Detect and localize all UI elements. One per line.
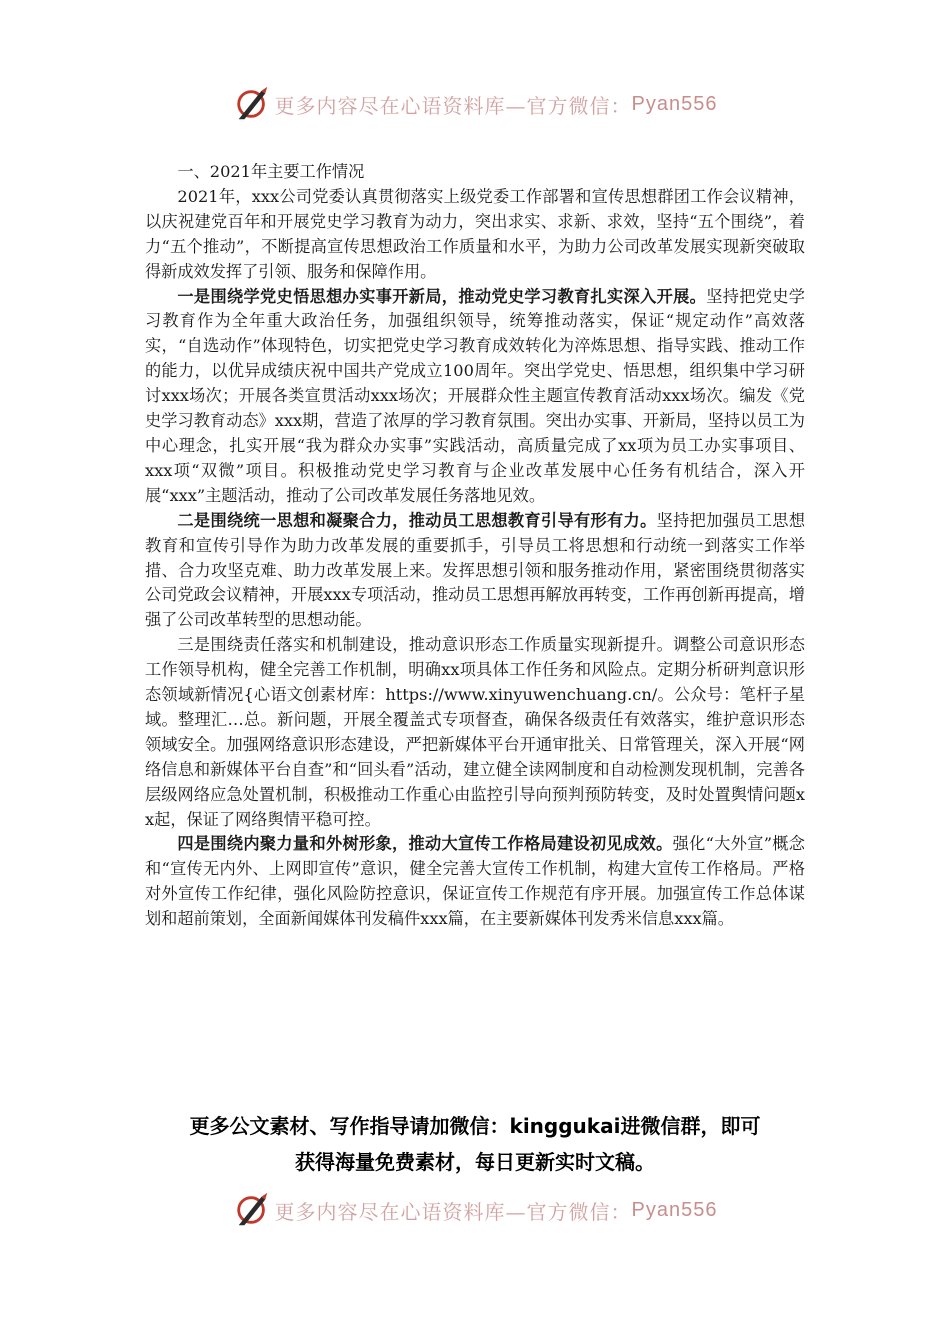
section-title: 一、2021年主要工作情况	[177, 162, 365, 181]
item-body-3: 三是围绕责任落实和机制建设，推动意识形态工作质量实现新提升。调整公司意识形态工作领导机构，健全完善工作机制，明确xx项具体工作任务和风险点。定期分析研判意识形态领域新情况{心语文创素材库：https://www.xinyuwenchuang.cn/。公众号：笔杆子星域。整理汇…总。新问题，开展全覆盖式专项督查，确保各级责任有效落实，维护意识形态领域安全。加强网络意识形态建设，严把新媒体平台开通审批关、日常管理关，深入开展“网络信息和新媒体平台自查”和“回头看”活动，建立健全读网制度和自动检测发现机制，完善各层级网络应急处置机制，积极推动工作重心由监控引导向预判预防转变，及时处置舆情问题xx起，保证了网络舆情平稳可控。	[145, 635, 805, 829]
item-paragraph-4	[145, 832, 805, 932]
item-body-2: 坚持把加强员工思想教育和宣传引导作为助力改革发展的重要抓手，引导员工将思想和行动统一到落实工作举措、合力攻坚克难、助力改革发展上来。发挥思想引领和服务推动作用，紧密围绕贯彻落实公司党政会议精神，开展xxx专项活动，推动员工思想再解放再转变，工作再创新再提高，增强了公司改革转型的思想动能。	[145, 510, 806, 630]
promo-block	[100, 1108, 850, 1180]
item-paragraph-3	[145, 633, 805, 832]
watermark-brand: Pyan556	[631, 92, 718, 115]
promo-line-1: 更多公文素材、写作指导请加微信：kinggukai进微信群，即可	[189, 1114, 761, 1138]
item-paragraph-1	[145, 285, 805, 509]
promo-line-2: 获得海量免费素材，每日更新实时文稿。	[295, 1150, 655, 1174]
footer-watermark	[0, 1188, 950, 1232]
item-paragraph-2	[145, 509, 805, 634]
item-body-4: 强化“大外宣”概念和“宣传无内外、上网即宣传”意识，健全完善大宣传工作机制，构建大宣传工作格局。严格对外宣传工作纪律，强化风险防控意识，保证宣传工作规范有序开展。加强宣传工作总体谋划和超前策划，全面新闻媒体刊发稿件xxx篇，在主要新媒体刊发秀米信息xxx篇。	[145, 834, 805, 929]
document-body	[145, 160, 805, 932]
item-body-1: 坚持把党史学习教育作为全年重大政治任务，加强组织领导，统筹推动落实，保证“规定动作”高效落实，“自选动作”体现特色，切实把党史学习教育成效转化为淬炼思想、指导实践、推动工作的能力，以优异成绩庆祝中国共产党成立100周年。突出学党史、悟思想，组织集中学习研讨xxx场次；开展各类宣贯活动xxx场次；开展群众性主题宣传教育活动xxx场次。编发《党史学习教育动态》xxx期，营造了浓厚的学习教育氛围。突出办实事、开新局，坚持以员工为中心理念，扎实开展“我为群众办实事”实践活动，高质量完成了xx项为员工办实事项目、xxx项“双微”项目。积极推动党史学习教育与企业改革发展中心任务有机结合，深入开展“xxx”主题活动，推动了公司改革发展任务落地见效。	[145, 286, 805, 505]
pen-logo-icon	[233, 84, 271, 124]
item-lead-2: 二是围绕统一思想和凝聚合力，推动员工思想教育引导有形有力。	[177, 510, 657, 530]
pen-logo-icon	[233, 1190, 271, 1230]
watermark-text: 更多内容尽在心语资料库—官方微信：	[274, 93, 632, 118]
intro-paragraph: 2021年，xxx公司党委认真贯彻落实上级党委工作部署和宣传思想群团工作会议精神，以庆祝建党百年和开展党史学习教育为动力，突出求实、求新、求效，坚持“五个围绕”，着力“五个推动”，不断提高宣传思想政治工作质量和水平，为助力公司改革发展实现新突破取得新成效发挥了引领、服务和保障作用。	[145, 186, 805, 281]
header-watermark	[0, 82, 950, 126]
item-lead-4: 四是围绕内聚力量和外树形象，推动大宣传工作格局建设初见成效。	[177, 834, 673, 854]
watermark-text: 更多内容尽在心语资料库—官方微信：	[274, 1199, 632, 1224]
item-lead-1: 一是围绕学党史悟思想办实事开新局，推动党史学习教育扎实深入开展。	[177, 286, 707, 306]
watermark-brand: Pyan556	[631, 1198, 718, 1221]
